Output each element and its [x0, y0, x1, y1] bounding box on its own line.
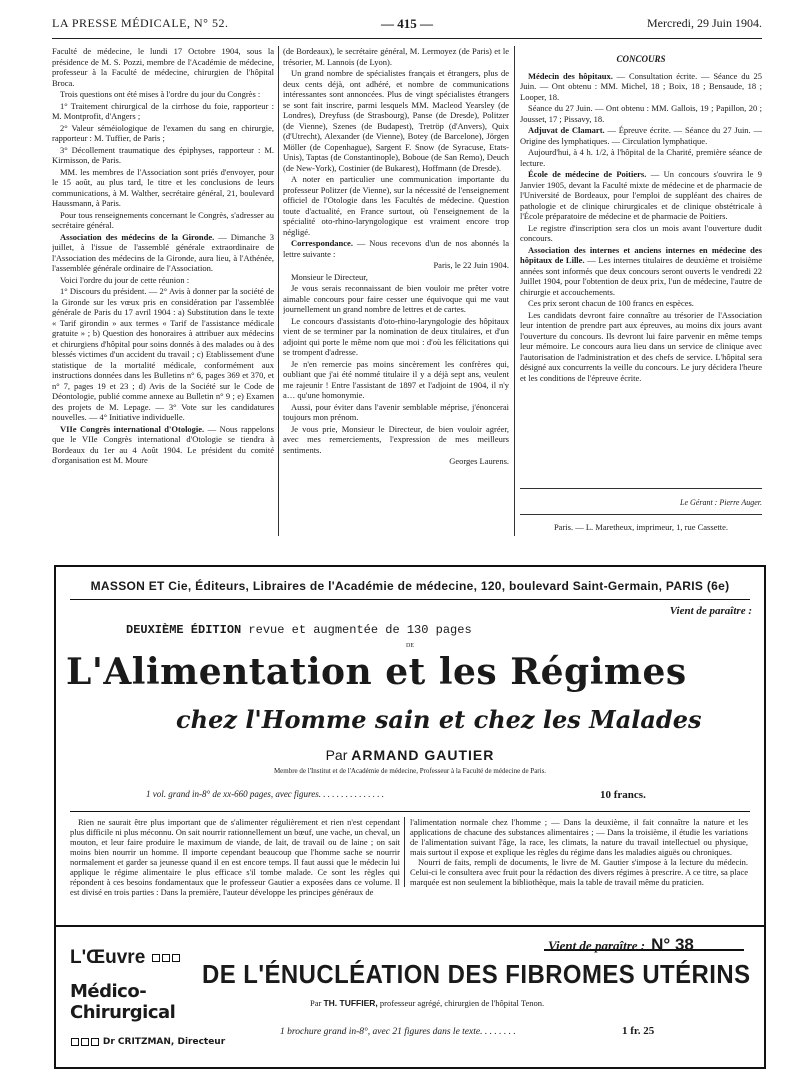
paragraph-text: — Épreuve écrite. — Séance du 27 Juin. — Origine des lymphatiques. — Circulation lymphatique. [520, 125, 762, 146]
gerant-line: Le Gérant : Pierre Auger. [680, 498, 762, 507]
paragraph: l'alimentation normale chez l'homme ; — Dans la deuxième, il fait connaître la nature et les applications de chacune des substances alimentaires ; — Dans la troisième, il étudie les variations de l'alimentation suivant l'âge, la race, les climats, la nature du travail intellectuel ou physique, mais surtout il expose et explique les règles du régime dans les maladies aiguës ou chroniques. [410, 817, 748, 857]
paragraph: 3° Décollement traumatique des épiphyses, rapporteur : M. Kirmisson, de Paris. [52, 144, 274, 165]
printer-line: Paris. — L. Maretheux, imprimeur, 1, rue Cassette. [553, 522, 729, 532]
price-2: 1 fr. 25 [622, 1025, 655, 1037]
vient-text: Vient de paraître : [548, 938, 646, 953]
paragraph [520, 125, 762, 146]
header-rule [52, 38, 762, 39]
par-label: Par [310, 998, 324, 1008]
ad-rule [70, 811, 750, 812]
paragraph: MM. les membres de l'Association sont priés d'envoyer, pour le 15 août, au plus tard, le titre et les conclusions de leurs communications, à M. Walther, secrétaire général, 21, boulevard Haussmann, à Paris. [52, 166, 274, 208]
ornament-icon [81, 1038, 89, 1046]
book-subtitle: chez l'Homme sain et chez les Malades [176, 705, 702, 734]
section-heading: Médecin des hôpitaux. [528, 70, 613, 81]
paragraph: Le concours d'assistants d'oto-rhino-laryngologie des hôpitaux vient de se terminer par la nomination de deux titulaires, et d'un adjoint qui porte le même nom que moi : d'où les félicitations qui se trompent d'adresse. [283, 315, 509, 357]
paragraph: Nourri de faits, rempli de documents, le livre de M. Gautier s'impose à la lecture du médecin. Celui-ci le consultera avec fruit pour la rédaction des divers régimes à prescrire. A ce titre, sa place marquée est non seulement la bibliothèque, mais la table de travail même du praticien. [410, 857, 748, 887]
page-number: — 415 — [381, 16, 433, 31]
journal-name: LA PRESSE MÉDICALE, N° 52. [52, 16, 229, 30]
par-label: Par [325, 747, 352, 763]
paragraph: Le registre d'inscription sera clos un mois avant l'ouverture dudit concours. [520, 222, 762, 243]
paragraph: 2° Valeur séméiologique de l'examen du sang en chirurgie, rapporteur : M. Tuffier, de Paris ; [52, 122, 274, 143]
series-number: N° 38 [651, 935, 694, 954]
paragraph [520, 245, 762, 298]
column-1 [52, 46, 274, 540]
paragraph: Les candidats devront faire connaître au trésorier de l'Association leur intention de prendre part aux épreuves, au moins dix jours avant l'ouverture du concours. Ils devront lui faire parvenir en même temps leur mémoire. Le concours aura lieu dans un service de clinique avec l'autorisation de l'administration et des chefs de service. L'hôpital sera désigné aux concurrents la veille du concours. Le jury décidera l'heure et les conditions de l'épreuve écrite. [520, 309, 762, 383]
issue-date: Mercredi, 29 Juin 1904. [647, 16, 762, 30]
paragraph: Pour tous renseignements concernant le Congrès, s'adresser au secrétaire général. [52, 209, 274, 230]
paragraph: (de Bordeaux), le secrétaire général, M. Lermoyez (de Paris) et le trésorier, M. Lannois (de Lyon). [283, 46, 509, 67]
author-title-2: professeur agrégé, chirurgien de l'hôpital Tenon. [377, 998, 545, 1008]
paragraph: Rien ne saurait être plus important que de s'alimenter régulièrement et rien n'est cependant plus difficile ni plus méconnu. On sait nourrir rationnellement un bœuf, une vache, un cheval, un mouton, et leur faire produire le maximum de viande, de lait, de travail ou de laine ; on sait moins bien nourrir un homme. Il importe cependant beaucoup que l'homme sache se nourrir normalement et garder sa jeunesse quand il en est encore temps. Il faut aussi que le médecin lui applique le régime alimentaire le plus efficace s'il tombe malade. Ce sont les règles qui répondent à ces besoins fondamentaux que le professeur Gautier a exposées dans ce volume. Il est divisé en trois parties : Dans la première, l'auteur développe les principes généraux de [70, 817, 400, 897]
column-divider [278, 46, 279, 536]
author-line-2 [310, 998, 544, 1008]
series-director [70, 1037, 236, 1047]
paragraph [52, 232, 274, 274]
author-line [56, 747, 764, 763]
de-label: DE [406, 643, 414, 649]
vient-de-paraitre-2 [548, 935, 694, 955]
author-name: ARMAND GAUTIER [351, 747, 495, 763]
ornament-icon [162, 954, 170, 962]
book-title: L'Alimentation et les Régimes [66, 651, 687, 693]
section-title: CONCOURS [616, 54, 666, 64]
paragraph [520, 169, 762, 222]
edition-rest: revue et augmentée de 130 pages [241, 623, 472, 637]
format-line: 1 vol. grand in-8° de xx-660 pages, avec figures. . . . . . . . . . . . . . . [146, 789, 384, 799]
paragraph: Ces prix seront chacun de 100 francs en espèces. [528, 298, 694, 308]
vient-de-paraitre: Vient de paraître : [669, 605, 752, 617]
ornament-icon [71, 1038, 79, 1046]
description-right [410, 817, 748, 887]
paragraph-text: — Les internes titulaires de deuxième et troisième années sont informés que deux concours seront ouverts le vendredi 22 Juillet 1904, pour l'obtention de deux prix, l'un de médecine, l'autre de chirurgie et accouchements. [520, 255, 762, 297]
paragraph [52, 424, 274, 466]
ad-rule [56, 925, 764, 927]
ornament-icon [172, 954, 180, 962]
column-divider [404, 817, 405, 887]
paragraph: Je vous prie, Monsieur le Directeur, de bien vouloir agréer, avec mes remerciements, l'expression de mes meilleurs sentiments. [283, 423, 509, 455]
letter-signature: Georges Laurens. [449, 456, 509, 466]
letter-salutation: Monsieur le Directeur, [291, 271, 368, 282]
paragraph: Je n'en remercie pas moins sincèrement les confrères qui, oubliant que j'ai été nommé titulaire il y a déjà sept ans, veulent me rajeunir ! Entre l'assistant de 1897 et l'adjoint de 1904, il n'y a… qu'une homonymie. [283, 358, 509, 400]
paragraph [520, 71, 762, 103]
paragraph: 1° Traitement chirurgical de la cirrhose du foie, rapporteur : M. Montprofit, d'Angers ; [52, 100, 274, 121]
description-left [70, 817, 400, 897]
paragraph: Trois questions ont été mises à l'ordre du jour du Congrès : [60, 89, 261, 99]
paragraph: 1° Discours du président. — 2° Avis à donner par la société de la Gironde sur les vœux pris en considération par l'assemblée générale de Paris du 17 avril 1904 : a) Substitution dans le texte « Tarif girondin » aux termes « Tarif de l'assistance médicale gratuite » ; b) Question des honoraires à attribuer aux médecins et chirurgiens d'hôpital pour soins donnés à des malades ou à des blessés victimes d'un accident du travail ; c) Etablissement d'une statistique de la mortalité médicale, conformément aux instructions données dans les Bulletins n° 6, pages 369 et 370, et n° 7, pages 19 et 23 ; d) Avis de la Société sur le Code de Déontologie, publié comme annexe au Bulletin n° 9 ; e) Examen des projets de M. Lepage. — 3° Vote sur les candidatures nouvelles. — 4° Initiative individuelle. [52, 286, 274, 422]
publisher-line: MASSON ET Cie, Éditeurs, Libraires de l'Académie de médecine, 120, boulevard Saint-Germain, PARIS (6e) [90, 579, 730, 593]
paragraph: Séance du 27 Juin. — Ont obtenu : MM. Gallois, 19 ; Papillon, 20 ; Jousset, 17 ; Pissavy, 18. [520, 103, 762, 124]
paragraph-text: — Dimanche 3 juillet, à l'issue de l'assemblé générale extraordinaire de l'Association des médecins de la Gironde, aura lieu, à l'Athénée, l'assemblée générale ordinaire de l'Association. [52, 231, 274, 273]
director-name: Dr CRITZMAN, Directeur [102, 1037, 226, 1047]
edition-line [126, 623, 472, 637]
price: 10 francs. [600, 789, 646, 801]
paragraph-text: — Nous rappelons que le VIIe Congrès international d'Otologie se tiendra à Bordeaux du 1er au 4 Août 1904. Le président du comité d'organisation est M. Moure [52, 423, 274, 465]
gerant-block [520, 498, 762, 512]
section-heading: Association des médecins de la Gironde. [60, 231, 215, 242]
paragraph-text: — Un concours s'ouvrira le 9 Janvier 1905, devant la Faculté mixte de médecine et de pharmacie de l'Université de Bordeaux, pour l'emploi de suppléant des chaires de pathologie et de clinique chirurgicales et de clinique obstétricale à l'École préparatoire de médecine et de pharmacie de Poitiers. [520, 169, 762, 221]
paragraph: Aujourd'hui, à 4 h. 1/2, à l'hôpital de la Charité, première séance de lecture. [520, 147, 762, 168]
paragraph: Voici l'ordre du jour de cette réunion : [60, 274, 190, 285]
paragraph-text: — Consultation écrite. — Séance du 25 Juin. — Ont obtenu : MM. Michel, 18 ; Boix, 18 ; Bensaude, 18 ; Looper, 18. [520, 70, 762, 102]
paragraph: Aussi, pour éviter dans l'avenir semblable méprise, j'énoncerai toujours mon prénom. [283, 401, 509, 422]
column-3 [520, 46, 762, 540]
paragraph: Faculté de médecine, le lundi 17 Octobre 1904, sous la présidence de M. S. Pozzi, membre de l'Académie de médecine, professeur à la Faculté de médecine, chirurgien de l'hôpital Broca. [52, 46, 274, 88]
series-subtitle: Médico-Chirurgical [70, 981, 176, 1023]
author-affiliation: Membre de l'Institut et de l'Académie de médecine, Professeur à la Faculté de médecine de Paris. [273, 767, 547, 775]
paragraph-text: — Nous recevons d'un de nos abonnés la lettre suivante : [283, 238, 509, 259]
letter-date: Paris, le 22 Juin 1904. [433, 260, 509, 270]
format-line-2: 1 brochure grand in-8°, avec 21 figures dans le texte. . . . . . . . [280, 1027, 516, 1037]
section-heading: École de médecine de Poitiers. [528, 169, 647, 179]
paragraph: A noter en particulier une communication importante du professeur Politzer (de Vienne), sur la nécessité de l'enseignement officiel de l'Otologie dans les Facultés de médecine. Question toute d'actualité, en France surtout, où l'enseignement de la spécialité oto-rhino-laryngologique est vraiment encore trop négligé. [283, 174, 509, 237]
paragraph: Un grand nombre de spécialistes français et étrangers, plus de deux cents déjà, ont adhéré, et nombre de communications intéressantes sont annoncées. Plus de vingt spécialistes étrangers se sont fait inscrire, parmi lesquels MM. Macleod Yearsley (de Londres), Dreyfuss (de Strasbourg), Panse (de Dresde), Politzer (de Vienne), Szenes (de Budapest), Tretröp (d'Anvers), Quix (d'Utrecht), Alexander (de Vienne), Botey (de Barcelone), Jörgen Möller (de Copenhague), Sargent F. Snow (de Syracuse, Etats-Unis), Taptas (de Constantinople), Boboue (de San Remo), Deuch (de New-York), Costinier (de Bukarest), Hoffmann (de Dresde). [283, 68, 509, 173]
section-heading: Adjuvat de Clamart. [528, 125, 605, 135]
advertisement-box [54, 565, 766, 1069]
paragraph: Je vous serais reconnaissant de bien vouloir me prêter votre aimable concours pour faire cesser une équivoque qui me vaut journellement un grand nombre de lettres et de cartes. [283, 283, 509, 314]
column-2 [283, 46, 509, 540]
page-header [52, 16, 762, 38]
book-title-2: DE L'ÉNUCLÉATION DES FIBROMES UTÉRINS [202, 959, 751, 989]
ornament-icon [152, 954, 160, 962]
author-name-2: TH. TUFFIER, [323, 998, 378, 1008]
printer-block [520, 522, 762, 536]
column-divider [514, 46, 515, 536]
ornament-icon [91, 1038, 99, 1046]
paragraph [283, 238, 509, 259]
edition-bold: DEUXIÈME ÉDITION [126, 623, 242, 637]
section-heading: Correspondance. [291, 238, 353, 248]
section-heading: Association des internes et anciens internes en médecine des hôpitaux de Lille. [520, 244, 762, 265]
section-heading: VIIe Congrès international d'Otologie. [60, 423, 205, 434]
series-title-text: L'Œuvre [70, 947, 146, 968]
ad-rule [70, 599, 750, 600]
divider [520, 514, 762, 515]
divider [520, 488, 762, 489]
